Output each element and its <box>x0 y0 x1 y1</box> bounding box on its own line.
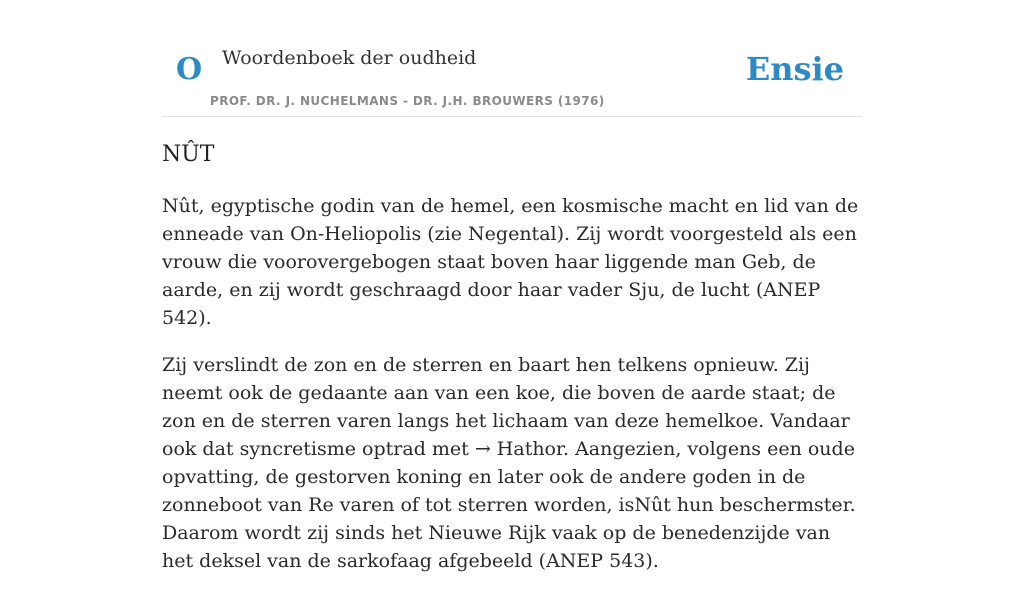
book-authors: PROF. DR. J. NUCHELMANS - DR. J.H. BROUWERS (1976) <box>210 94 605 108</box>
entry-paragraph: Zij verslindt de zon en de sterren en baart hen telkens opnieuw. Zij neemt ook de gedaante aan van een koe, die boven de aarde staat; de zon en de sterren varen langs het lichaam van deze hemelkoe. Vandaar ook dat syncretisme optrad met → Hathor. Aangezien, volgens een oude opvatting, de gestorven koning en later ook de andere goden in de zonneboot van Re varen of tot sterren worden, isNût hun beschermster. Daarom wordt zij sinds het Nieuwe Rijk vaak op de benedenzijde van het deksel van de sarkofaag afgebeeld (ANEP 543). <box>162 354 856 572</box>
entry-paragraph: Nût, egyptische godin van de hemel, een kosmische macht en lid van de enneade van On-Heliopolis (zie Negental). Zij wordt voorgesteld als een vrouw die voorovergebogen staat boven haar liggende man Geb, de aarde, en zij wordt geschraagd door haar vader Sju, de lucht (ANEP 542). <box>162 195 859 329</box>
entry-body <box>162 192 862 594</box>
article-page <box>162 0 862 572</box>
header <box>162 0 862 117</box>
book-title[interactable]: Woordenboek der oudheid <box>222 47 477 69</box>
letter-index[interactable]: O <box>176 52 203 87</box>
entry-title: NÛT <box>162 142 215 167</box>
ensie-logo-link[interactable]: Ensie <box>745 50 844 88</box>
